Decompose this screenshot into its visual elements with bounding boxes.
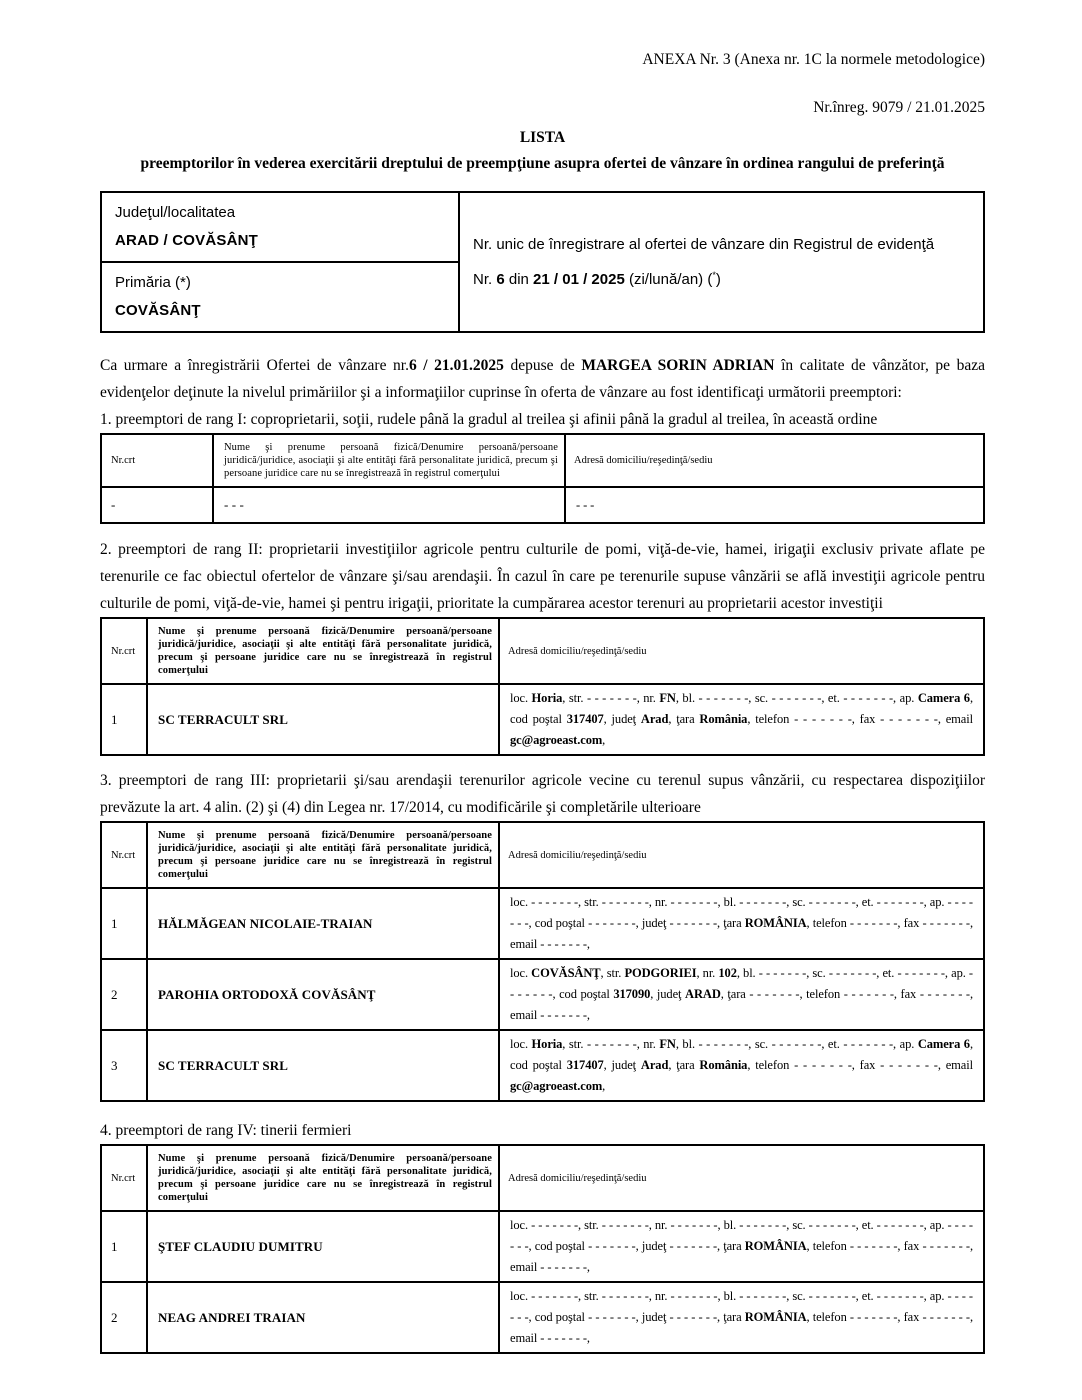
table-row: [101, 959, 984, 1030]
document-content: [100, 0, 985, 1354]
rank3-row1-nr: 1: [101, 888, 147, 959]
rank3-row3-nr: 3: [101, 1030, 147, 1101]
section1-heading: 1. preemptori de rang I: coproprietarii, soţii, rudele până la gradul al treilea şi afinii până la gradul al treilea, în această ordine: [100, 411, 878, 428]
intro-paragraph: Ca urmare a înregistrării Ofertei de vânzare nr.6 / 21.01.2025 depuse de MARGEA SORIN ADRIAN în calitate de vânzător, pe baza evidenţelor deţinute la nivelul primăriilor şi a informaţiilor cuprinse în oferta de vânzare au fost identificaţi următorii preemptori:: [100, 357, 986, 401]
rank2-col-address: Adresă domiciliu/reşedinţă/sediu: [499, 618, 984, 684]
rank3-col-nrcrt: Nr.crt: [101, 822, 147, 888]
rank1-row1-address: - - -: [565, 487, 984, 523]
rank4-row1-nr: 1: [101, 1211, 147, 1282]
section3-heading: 3. preemptori de rang III: proprietarii şi/sau arendaşii terenurilor agricole vecine cu terenul supus vânzării, cu respectarea dispoziţiilor prevăzute la art. 4 alin. (2) şi (4) din Legea nr. 17/2014, cu modificările şi completările ulterioare: [100, 772, 985, 816]
rank2-table: [100, 617, 985, 756]
rank3-table: [100, 821, 985, 1102]
rank3-row2-name: PAROHIA ORTODOXĂ COVĂSÂNŢ: [147, 959, 499, 1030]
rank4-col-nrcrt: Nr.crt: [101, 1145, 147, 1211]
county-label: Judeţul/localitatea: [115, 204, 236, 221]
table-row: [101, 888, 984, 959]
rank4-row1-address: loc. - - - - - - -, str. - - - - - - -, nr. - - - - - - -, bl. - - - - - - -, sc. - - - - - - -, et. - - - - - - -, ap. - - - - - - -, cod poştal - - - - - - -, judeţ - - - - - - -, ţara ROMÂNIA, telefon - - - - - - -, fax - - - - - - -, email - - - - - - -,: [499, 1211, 984, 1282]
rank1-header-row: [101, 434, 984, 487]
table-row: [101, 1030, 984, 1101]
rank3-row3-address: loc. Horia, str. - - - - - - -, nr. FN, bl. - - - - - - -, sc. - - - - - - -, et. - - - - - - -, ap. Camera 6, cod poştal 317407, judeţ Arad, ţara România, telefon - - - - - - -, fax - - - - - - -, email gc@agroeast.com,: [499, 1030, 984, 1101]
rank1-table: [100, 433, 985, 524]
offer-registration-label: Nr. unic de înregistrare al ofertei de vânzare din Registrul de evidenţă: [473, 235, 935, 253]
rank2-row1-address: loc. Horia, str. - - - - - - -, nr. FN, bl. - - - - - - -, sc. - - - - - - -, et. - - - - - - -, ap. Camera 6, cod poştal 317407, judeţ Arad, ţara România, telefon - - - - - - -, fax - - - - - - -, email gc@agroeast.com,: [499, 684, 984, 755]
section2-heading: 2. preemptori de rang II: proprietarii investiţiilor agricole pentru culturile de pomi, viţă-de-vie, hamei, irigaţii exclusiv private aflate pe terenurile ce fac obiectul ofertelor de vânzare şi/sau arendaşii. În cazul în care pe terenurile supuse vânzării se află investiţii agricole pentru culturile de pomi, viţă-de-vie, hamei şi pentru irigaţii, prioritate la cumpărarea acestor terenuri au proprietarii acestor investiţii: [100, 541, 985, 612]
rank1-col-address: Adresă domiciliu/reşedinţă/sediu: [565, 434, 984, 487]
rank4-table: [100, 1144, 985, 1354]
county-value: ARAD / COVĂSÂNŢ: [115, 232, 259, 249]
annex-label: ANEXA Nr. 3 (Anexa nr. 1C la normele metodologice): [642, 51, 985, 68]
rank3-row2-nr: 2: [101, 959, 147, 1030]
rank3-col-name: Nume şi prenume persoană fizică/Denumire persoană/persoane juridică/juridice, asociaţii şi alte entităţi fără personalitate juridică, precum şi persoane juridice care nu se înregistrează în registrul comerţului: [147, 822, 499, 888]
rank4-header-row: [101, 1145, 984, 1211]
primaria-label: Primăria (*): [115, 274, 191, 291]
rank4-row2-address: loc. - - - - - - -, str. - - - - - - -, nr. - - - - - - -, bl. - - - - - - -, sc. - - - - - - -, et. - - - - - - -, ap. - - - - - - -, cod poştal - - - - - - -, judeţ - - - - - - -, ţara ROMÂNIA, telefon - - - - - - -, fax - - - - - - -, email - - - - - - -,: [499, 1282, 984, 1353]
info-row-county: [101, 192, 984, 262]
primaria-cell: [101, 262, 459, 332]
registration-number: Nr.înreg. 9079 / 21.01.2025: [813, 99, 985, 116]
rank3-row3-name: SC TERRACULT SRL: [147, 1030, 499, 1101]
table-row: [101, 1211, 984, 1282]
county-cell: [101, 192, 459, 262]
document-subtitle: preemptorilor în vederea exercitării dreptului de preempţiune asupra ofertei de vânzare în ordinea rangului de preferinţă: [140, 155, 945, 172]
table-row: [101, 487, 984, 523]
rank1-row1-name: - - -: [213, 487, 565, 523]
document-title: LISTA: [519, 129, 566, 146]
rank3-header-row: [101, 822, 984, 888]
offer-registration-value: Nr. 6 din 21 / 01 / 2025 (zi/lună/an) (*): [473, 269, 721, 288]
rank1-col-nrcrt: Nr.crt: [101, 434, 213, 487]
registration-info-table: [100, 191, 985, 333]
rank2-header-row: [101, 618, 984, 684]
rank1-row1-nr: -: [101, 487, 213, 523]
table-row: [101, 684, 984, 755]
offer-registration-cell: [459, 192, 984, 332]
rank4-col-address: Adresă domiciliu/reşedinţă/sediu: [499, 1145, 984, 1211]
primaria-value: COVĂSÂNŢ: [115, 302, 201, 319]
rank3-row1-name: HĂLMĂGEAN NICOLAIE-TRAIAN: [147, 888, 499, 959]
rank4-row2-name: NEAG ANDREI TRAIAN: [147, 1282, 499, 1353]
rank4-col-name: Nume şi prenume persoană fizică/Denumire persoană/persoane juridică/juridice, asociaţii şi alte entităţi fără personalitate juridică, precum şi persoane juridice care nu se înregistrează în registrul comerţului: [147, 1145, 499, 1211]
rank3-row1-address: loc. - - - - - - -, str. - - - - - - -, nr. - - - - - - -, bl. - - - - - - -, sc. - - - - - - -, et. - - - - - - -, ap. - - - - - - -, cod poştal - - - - - - -, judeţ - - - - - - -, ţara ROMÂNIA, telefon - - - - - - -, fax - - - - - - -, email - - - - - - -,: [499, 888, 984, 959]
rank3-col-address: Adresă domiciliu/reşedinţă/sediu: [499, 822, 984, 888]
rank2-col-nrcrt: Nr.crt: [101, 618, 147, 684]
rank2-row1-nr: 1: [101, 684, 147, 755]
rank4-row1-name: ŞTEF CLAUDIU DUMITRU: [147, 1211, 499, 1282]
rank2-row1-name: SC TERRACULT SRL: [147, 684, 499, 755]
rank4-row2-nr: 2: [101, 1282, 147, 1353]
rank2-col-name: Nume şi prenume persoană fizică/Denumire persoană/persoane juridică/juridice, asociaţii şi alte entităţi fără personalitate juridică, precum şi persoane juridice care nu se înregistrează în registrul comerţului: [147, 618, 499, 684]
section4-heading: 4. preemptori de rang IV: tinerii fermieri: [100, 1122, 352, 1139]
rank3-row2-address: loc. COVĂSÂNŢ, str. PODGORIEI, nr. 102, bl. - - - - - - -, sc. - - - - - - -, et. - - - - - - -, ap. - - - - - - -, cod poştal 317090, judeţ ARAD, ţara - - - - - - -, telefon - - - - - - -, fax - - - - - - -, email - - - - - - -,: [499, 959, 984, 1030]
rank1-col-name: Nume şi prenume persoană fizică/Denumire persoană/persoane juridică/juridice, asociaţii şi alte entităţi fără personalitate juridică, precum şi persoane juridice care nu se înregistrează în registrul comerţului: [213, 434, 565, 487]
table-row: [101, 1282, 984, 1353]
